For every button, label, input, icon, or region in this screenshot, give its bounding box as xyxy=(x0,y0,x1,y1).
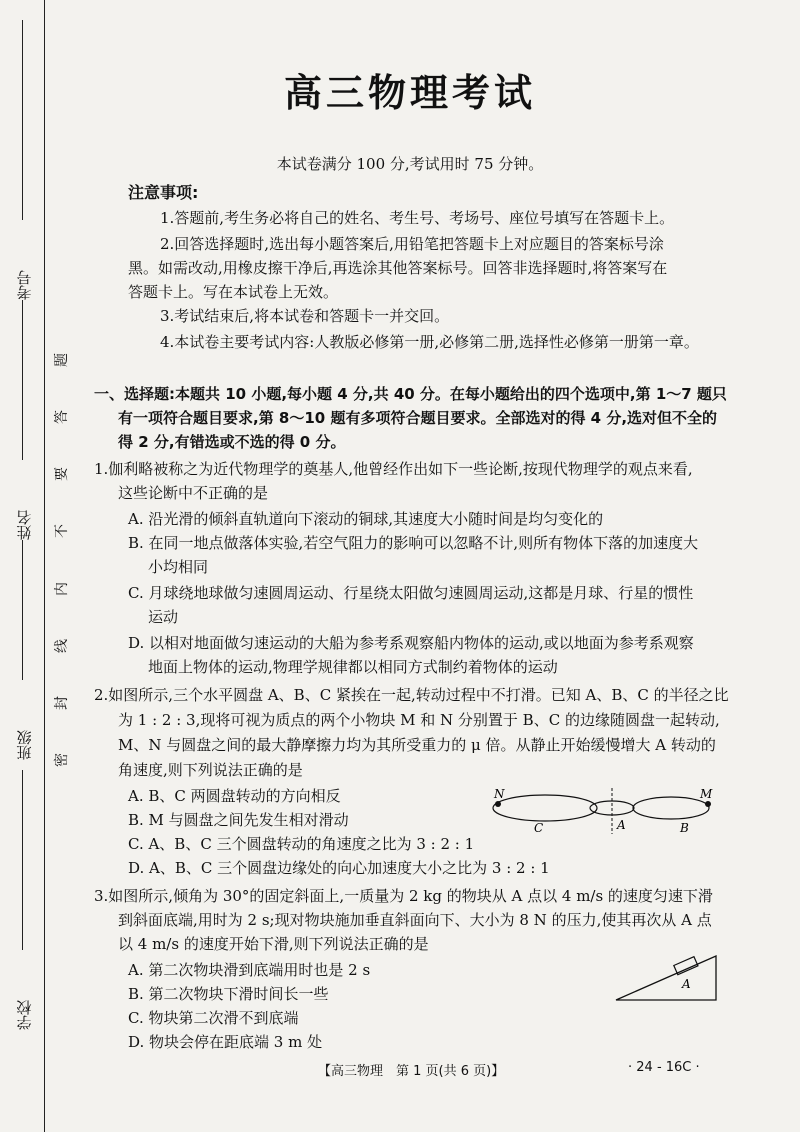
field-xuexiao xyxy=(6,960,42,1030)
blank-line-1 xyxy=(22,20,23,220)
q1-option-c-cont: 运动 xyxy=(148,608,179,626)
label-a: A xyxy=(617,818,626,832)
notice-heading: 注意事项: xyxy=(128,183,199,202)
seal-char: 要 xyxy=(54,467,70,482)
q3-option-c: C. 物块第二次滑不到底端 xyxy=(128,1009,299,1027)
q1-stem: 1.伽利略被称之为近代物理学的奠基人,他曾经作出如下一些论断,按现代物理学的观点来看, xyxy=(94,460,693,478)
q1-option-d: D. 以相对地面做匀速运动的大船为参考系观察船内物体的运动,或以地面为参考系观察 xyxy=(128,634,694,652)
block-m xyxy=(705,801,711,807)
field-banji-label: 班级 xyxy=(15,730,34,760)
seal-char: 题 xyxy=(54,353,70,367)
notice-item: 1.答题前,考生务必将自己的姓名、考生号、考场号、座位号填写在答题卡上。 xyxy=(160,209,675,227)
q2-stem: 角速度,则下列说法正确的是 xyxy=(118,761,303,779)
q2-stem: 为 1 : 2 : 3,现将可视为质点的两个小物块 M 和 N 分别置于 B、C 的边缘随圆盘一起转动, xyxy=(118,711,720,729)
seal-char: 内 xyxy=(54,581,70,596)
notice-item: 2.回答选择题时,选出每小题答案后,用铅笔把答题卡上对应题目的答案标号涂 xyxy=(160,235,664,253)
field-banji xyxy=(6,690,42,760)
seal-char: 线 xyxy=(54,638,70,653)
label-n: N xyxy=(494,787,505,801)
q1-option-b: B. 在同一地点做落体实验,若空气阻力的影响可以忽略不计,则所有物体下落的加速度大 xyxy=(128,534,699,552)
section-heading-line: 得 2 分,有错选或不选的得 0 分。 xyxy=(118,433,346,451)
blank-line-3 xyxy=(22,540,23,680)
notice-item: 黑。如需改动,用橡皮擦干净后,再选涂其他答案标号。回答非选择题时,将答案写在 xyxy=(128,259,668,277)
q3-stem: 3.如图所示,倾角为 30°的固定斜面上,一质量为 2 kg 的物块从 A 点以 4 m/s 的速度匀速下滑 xyxy=(94,887,713,905)
q2-disc-figure xyxy=(490,786,720,846)
field-kaohao-label: 考号 xyxy=(15,270,34,300)
q2-option-a: A. B、C 两圆盘转动的方向相反 xyxy=(128,787,341,805)
exam-subtitle: 本试卷满分 100 分,考试用时 75 分钟。 xyxy=(276,155,544,173)
notice-item: 4.本试卷主要考试内容:人教版必修第一册,必修第二册,选择性必修第一册第一章。 xyxy=(160,333,699,351)
label-b: B xyxy=(680,821,689,835)
disc-c xyxy=(493,795,597,821)
section-heading-line: 有一项符合题目要求,第 8～10 题有多项符合题目要求。全部选对的得 4 分,选对但不全的 xyxy=(118,409,718,427)
q2-option-b: B. M 与圆盘之间先发生相对滑动 xyxy=(128,811,349,829)
seal-char: 不 xyxy=(54,524,70,539)
field-xingming-label: 姓名 xyxy=(15,510,34,540)
seal-line-text xyxy=(46,350,76,770)
q2-stem: M、N 与圆盘之间的最大静摩擦力均为其所受重力的 μ 倍。从静止开始缓慢增大 A 转动的 xyxy=(118,736,716,754)
q1-option-a: A. 沿光滑的倾斜直轨道向下滚动的铜球,其速度大小随时间是均匀变化的 xyxy=(128,510,604,528)
q1-stem: 这些论断中不正确的是 xyxy=(118,484,269,502)
label-m: M xyxy=(700,787,713,801)
q3-stem: 以 4 m/s 的速度开始下滑,则下列说法正确的是 xyxy=(118,935,429,953)
q3-option-a: A. 第二次物块滑到底端用时也是 2 s xyxy=(128,961,371,979)
q2-option-c: C. A、B、C 三个圆盘转动的角速度之比为 3 : 2 : 1 xyxy=(128,835,475,853)
footer-page: 【高三物理 第 1 页(共 6 页)】 xyxy=(318,1064,505,1079)
footer-code: · 24 - 16C · xyxy=(628,1060,700,1075)
page-title: 高三物理考试 xyxy=(283,71,536,115)
blank-line-2 xyxy=(22,300,23,460)
notice-item: 答题卡上。写在本试卷上无效。 xyxy=(128,283,339,301)
field-xingming xyxy=(6,470,42,540)
q2-option-d: D. A、B、C 三个圆盘边缘处的向心加速度大小之比为 3 : 2 : 1 xyxy=(128,859,550,877)
q3-option-d: D. 物块会停在距底端 3 m 处 xyxy=(128,1033,323,1051)
q3-stem: 到斜面底端,用时为 2 s;现对物块施加垂直斜面向下、大小为 8 N 的压力,使其再次从 A 点 xyxy=(118,911,712,929)
q1-option-c: C. 月球绕地球做匀速圆周运动、行星绕太阳做匀速圆周运动,这都是月球、行星的惯性 xyxy=(128,584,694,602)
q1-option-d-cont: 地面上物体的运动,物理学规律都以相同方式制约着物体的运动 xyxy=(148,658,558,676)
seal-char: 答 xyxy=(54,410,70,425)
seal-char: 封 xyxy=(54,695,70,710)
section-heading-line: 一、选择题:本题共 10 小题,每小题 4 分,共 40 分。在每小题给出的四个选项中,第 1～7 题只 xyxy=(94,385,727,403)
q2-stem: 2.如图所示,三个水平圆盘 A、B、C 紧挨在一起,转动过程中不打滑。已知 A、B、C 的半径之比 xyxy=(94,686,729,704)
disc-b xyxy=(633,797,709,819)
blank-line-4 xyxy=(22,770,23,950)
block-n xyxy=(495,801,501,807)
seal-char: 密 xyxy=(54,752,70,767)
field-kaohao xyxy=(6,230,42,300)
q3-option-b: B. 第二次物块下滑时间长一些 xyxy=(128,985,329,1003)
q1-option-b-cont: 小均相同 xyxy=(148,558,209,576)
q3-incline-figure xyxy=(612,948,722,1004)
incline xyxy=(616,956,716,1000)
field-xuexiao-label: 学校 xyxy=(15,1000,34,1030)
label-a: A xyxy=(682,977,691,991)
label-c: C xyxy=(534,821,544,835)
notice-item: 3.考试结束后,将本试卷和答题卡一并交回。 xyxy=(160,307,450,325)
